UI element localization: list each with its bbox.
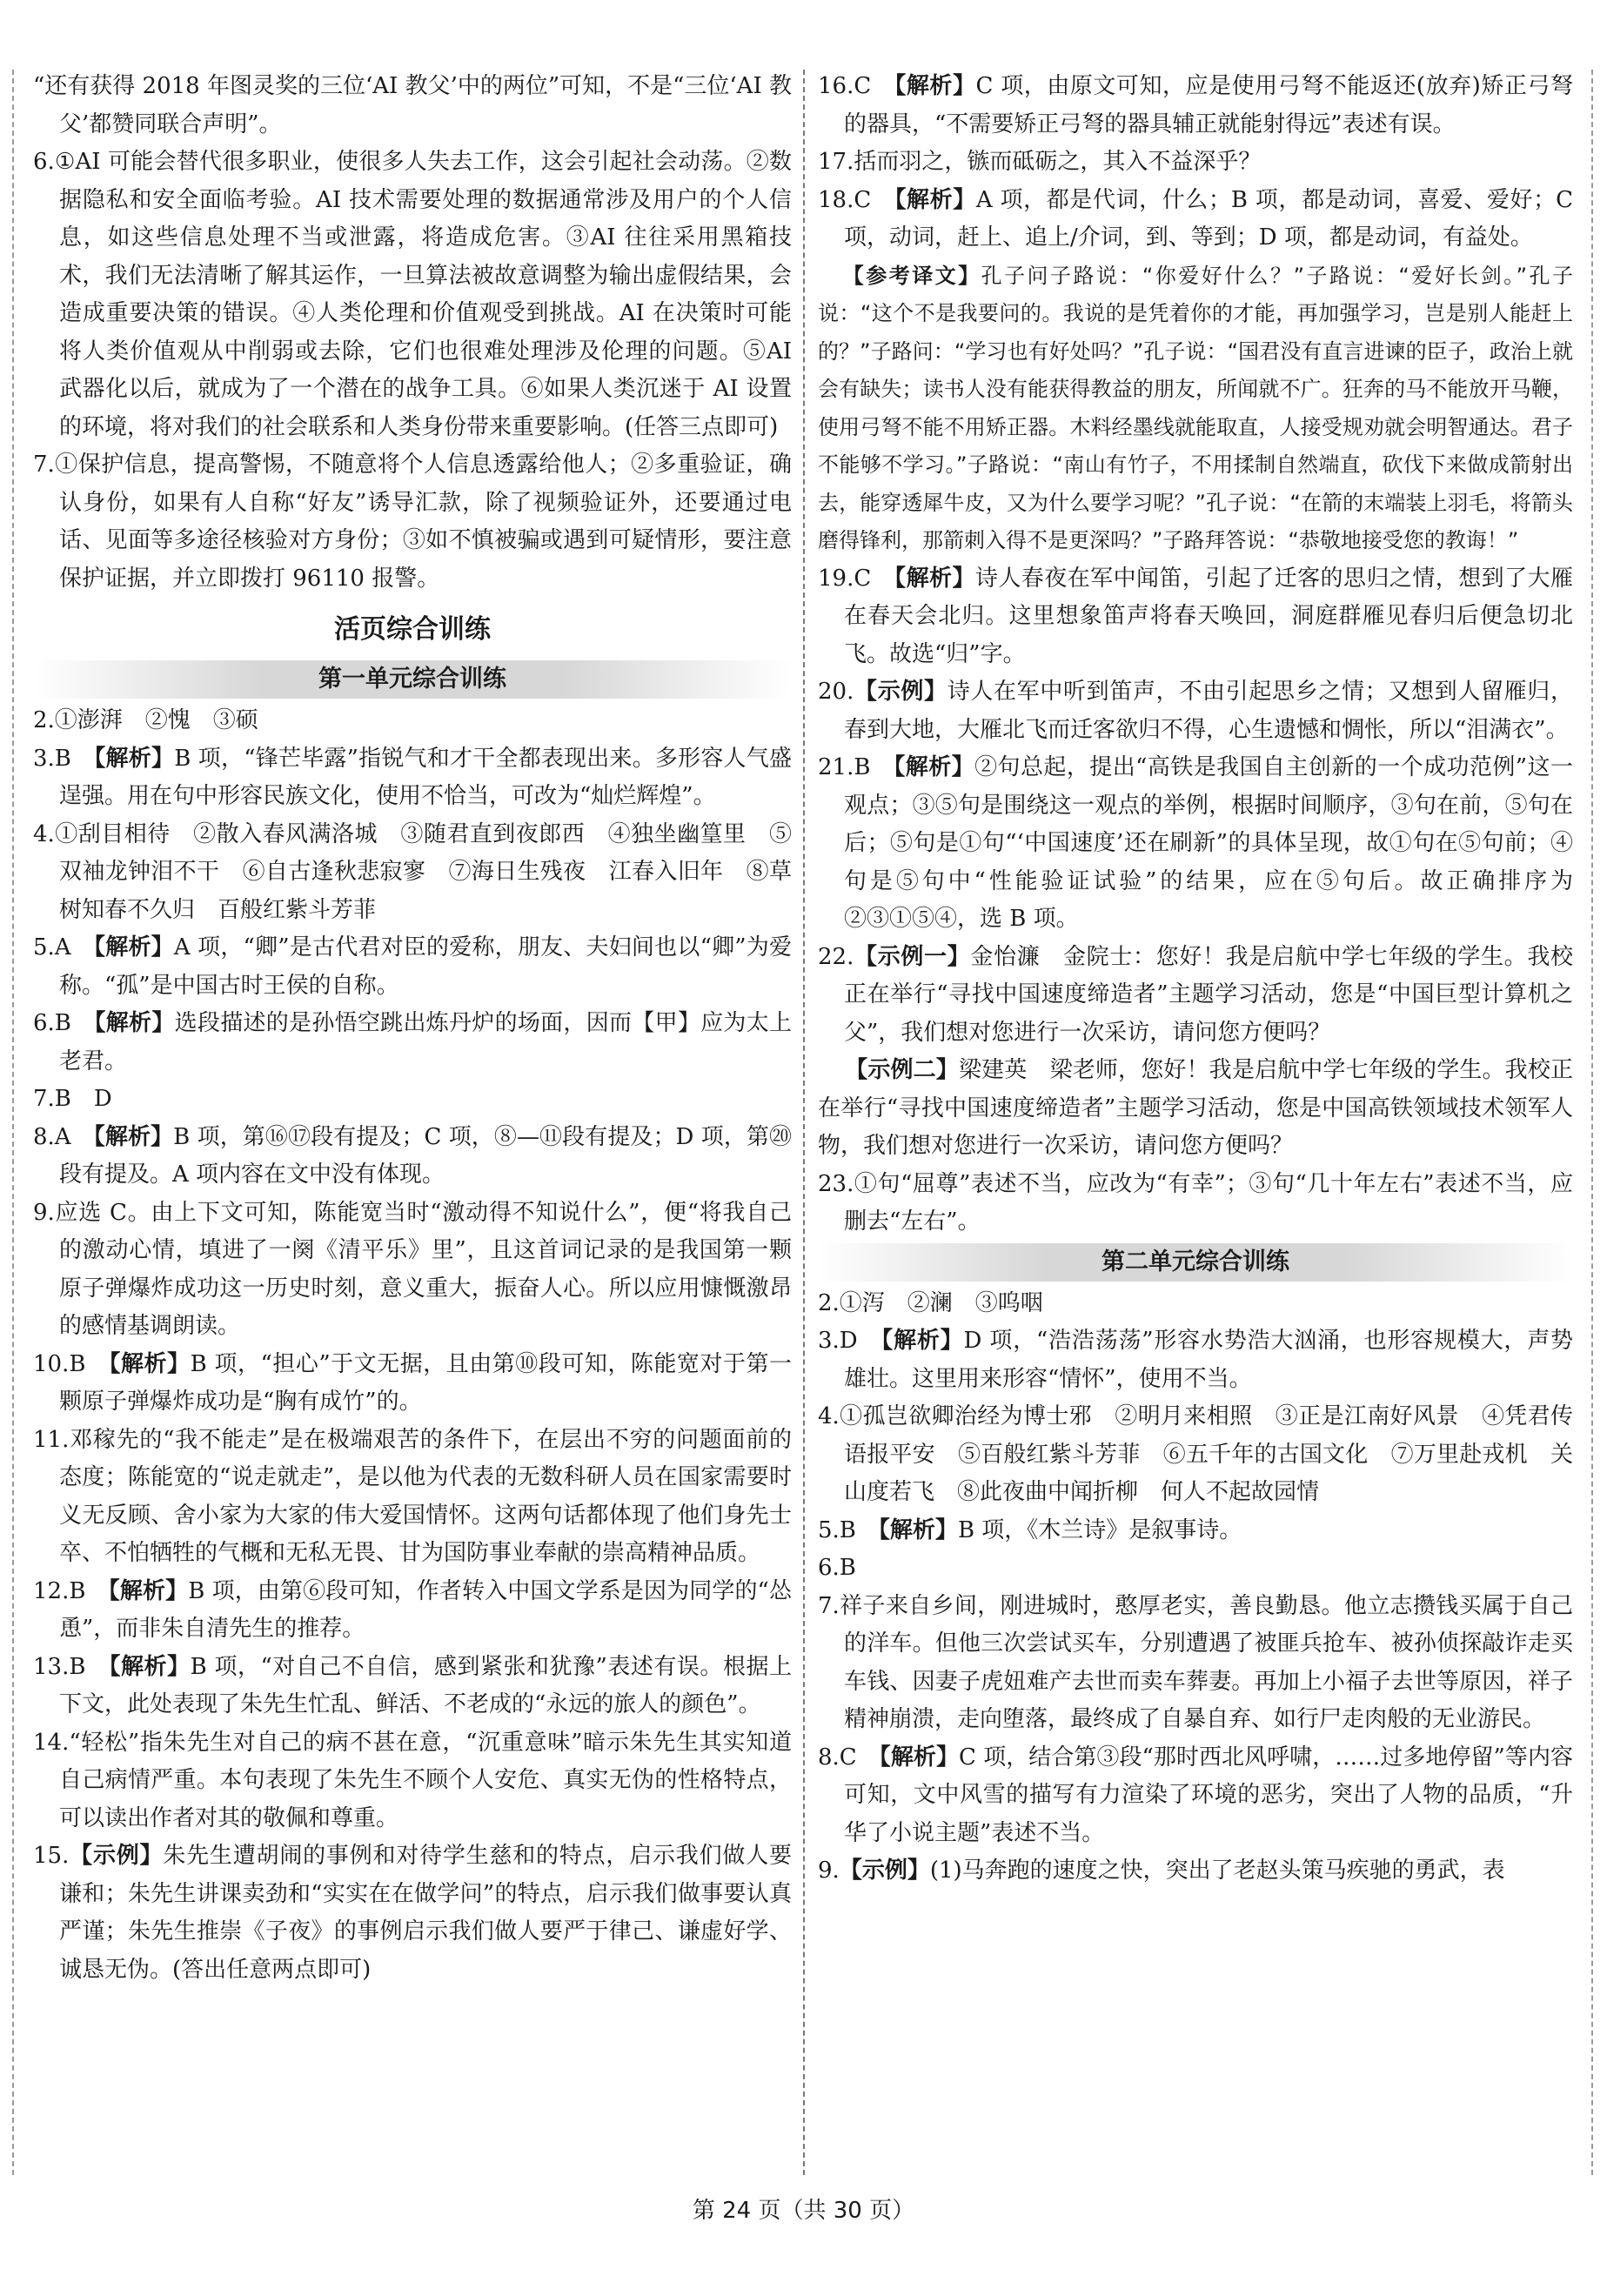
item-tag: 【示例】 [854,679,947,705]
item-text: A 项，都是代词，什么；B 项，都是动词，喜爱、爱好；C 项，动词，赶上、追上/介词，到、等到；D 项，都是动词，有益处。 [844,186,1573,251]
item-text: 11.邓稼先的“我不能走”是在极端艰苦的条件下，在层出不穷的问题面前的态度；陈能宽的“说走就走”，是以他为代表的无数科研人员在国家需要时义无反顾、舍小家为大家的伟大爱国情怀。这两句话都体现了他们身先士卒、不怕牺牲的气概和无私无畏、甘为国防事业奉献的崇高精神品质。 [33,1426,792,1566]
section-title: 活页综合训练 [334,614,491,645]
item-text: 6.B [818,1555,856,1581]
item-text: 14.“轻松”指朱先生对自己的病不甚在意，“沉重意味”暗示朱先生其实知道自己病情严重。本句表现了朱先生不顾个人安危、真实无伪的性格特点，可以读出作者对其的敬佩和尊重。 [33,1729,792,1831]
item-number: 22. [818,943,854,970]
item-tag: 【示例二】 [845,1057,959,1083]
answer-item [33,1195,792,1346]
answer-item [818,1166,1573,1242]
item-tag: 【解析】 [94,934,174,961]
item-number: 10.B [33,1350,110,1377]
item-text: D 项，“浩浩荡荡”形容水势浩大汹涌，也形容规模大，声势雄壮。这里用来形容“情怀”，使用不当。 [844,1328,1573,1392]
answer-item [33,1119,792,1195]
item-tag: 【解析】 [93,1123,174,1150]
item-text: 4.①刮目相待 ②散入春风满洛城 ③随君直到夜郎西 ④独坐幽篁里 ⑤双袖龙钟泪不干 ⑥自古逢秋悲寂寥 ⑦海日生残夜 江春入旧年 ⑧草树知春不久归 百般红紫斗芳菲 [33,820,792,923]
answer-item [818,182,1573,258]
item-tag: 【示例一】 [854,943,971,970]
unit-title: 第二单元综合训练 [818,1243,1573,1282]
item-tag: 【示例】 [839,1858,930,1884]
item-text: 梁建英 梁老师，您好！我是启航中学七年级的学生。我校正在举行“寻找中国速度缔造者”主题学习活动，您是中国高铁领域技术领军人物，我们想对您进行一次采访，请问您方便吗？ [818,1057,1573,1159]
answer-item [818,1739,1573,1853]
item-number: 3.B [33,745,95,772]
right-margin-dashes [1591,70,1593,2175]
item-tag: 【解析】 [109,1653,191,1680]
answer-item [33,1837,792,1989]
column-divider [803,70,805,2175]
item-text: 选段描述的是孙悟空跳出炼丹炉的场面，因而【甲】应为太上老君。 [59,1010,792,1074]
left-margin-dashes [12,70,14,2175]
answer-item [33,1649,792,1724]
item-tag: 【示例】 [69,1843,164,1869]
answer-item [33,446,792,598]
answer-item [818,1852,1573,1891]
answer-item [818,68,1573,144]
item-number: 8.C [818,1744,880,1771]
answer-item [33,702,792,740]
answer-item [818,673,1573,749]
item-text: 2.①澎湃 ②愧 ③硕 [33,707,258,733]
item-tag: 【解析】 [109,1350,191,1377]
item-number: 8.A [33,1123,94,1150]
item-text: B 项，“锋芒毕露”指锐气和才干全都表现出来。多形容人气盛逞强。用在句中形容民族文化，使用不恰当，可改为“灿烂辉煌”。 [59,745,792,809]
answer-item [818,144,1573,182]
item-tag: 【解析】 [878,1516,958,1543]
item-number: 15. [33,1843,70,1869]
item-text: B 项，“担心”于文无据，且由第⑩段可知，陈能宽对于第一颗原子弹爆炸成功是“胸有成竹”的。 [59,1350,792,1415]
item-text: ②句总起，提出“高铁是我国自主创新的一个成功范例”这一观点；③⑤句是围绕这一观点的举例，根据时间顺序，③句在前，⑤句在后；⑤句是①句“‘中国速度’还在刷新”的具体呈现，故①句在⑤句前；④句是⑤句中“性能验证试验”的结果，应在⑤句后。故正确排序为②③①⑤④，选 B 项。 [844,754,1573,932]
answer-item [818,1052,1573,1166]
page-number: 第 24 页（共 30 页） [692,2198,915,2224]
item-text: B 项，第⑯⑰段有提及；C 项，⑧—⑪段有提及；D 项，第⑳段有提及。A 项内容在文中没有体现。 [59,1123,792,1188]
item-text: (1)马奔跑的速度之快，突出了老赵头策马疾驰的勇武，表 [929,1858,1505,1884]
answer-item [33,1346,792,1422]
item-text: B 项，“对自己不自信，感到紧张和犹豫”表述有误。根据上下文，此处表现了朱先生忙乱、鲜活、不老成的“永远的旅人的颜色”。 [59,1653,792,1717]
item-number: 19.C [818,565,895,592]
item-tag: 【解析】 [108,1577,189,1604]
item-text: 6.①AI 可能会替代很多职业，使很多人失去工作，这会引起社会动荡。②数据隐私和安全面临考验。AI 技术需要处理的数据通常涉及用户的个人信息，如这些信息处理不当或泄露，将造成危害。③AI 往往采用黑箱技术，我们无法清晰了解其运作，一旦算法被故意调整为输出虚假结果，会造成重要决策的错误。④人类伦理和价值观受到挑战。AI 在决策时可能将人类价值观从中削弱或去除，它们也很难处理涉及伦理的问题。⑤AI 武器化以后，就成为了一个潜在的战争工具。⑥如果人类沉迷于 AI 设置的环境，将对我们的社会联系和人类身份带来重要影响。(任答三点即可) [33,149,792,440]
item-text: 9.应选 C。由上下文可知，陈能宽当时“激动得不知说什么”，便“将我自己的激动心情，填进了一阕《清平乐》里”，且这首词记录的是我国第一颗原子弹爆炸成功这一历史时刻，意义重大，振奋人心。所以应用慷慨激昂的感情基调朗读。 [33,1199,792,1339]
answer-item [33,1724,792,1838]
item-text: C 项，由原文可知，应是使用弓弩不能返还(放弃)矫正弓弩的器具，“不需要矫正弓弩的器具辅正就能射得远”表述有误。 [844,73,1573,137]
unit-title: 第一单元综合训练 [33,660,792,699]
item-tag: 【解析】 [894,73,976,99]
item-tag: 【解析】 [894,186,976,213]
answer-item [33,1422,792,1573]
item-number: 21.B [818,754,894,780]
answer-item [818,939,1573,1053]
item-text: 金怡濂 金院士：您好！我是启航中学七年级的学生。我校正在举行“寻找中国速度缔造者”主题学习活动，您是“中国巨型计算机之父”，我们想对您进行一次采访，请问您方便吗？ [844,943,1573,1046]
item-text: A 项，“卿”是古代君对臣的爱称，朋友、夫妇间也以“卿”为爱称。“孤”是中国古时王侯的自称。 [59,934,792,999]
answer-item [818,1285,1573,1323]
item-tag: 【解析】 [894,754,975,780]
item-text: 23.①句“屈尊”表述不当，应改为“有幸”；③句“几十年左右”表述不当，应删去“左右”。 [818,1170,1573,1235]
right-column [818,68,1573,1891]
answer-item [33,1005,792,1081]
answer-item [818,560,1573,674]
item-text: 2.①泻 ②澜 ③呜咽 [818,1289,1043,1316]
item-text: 诗人春夜在军中闻笛，引起了迁客的思归之情，想到了大雁在春天会北归。这里想象笛声将春天唤回，洞庭群雁见春归后便急切北飞。故选“归”字。 [844,565,1573,667]
item-text: 朱先生遭胡闹的事例和对待学生慈和的特点，启示我们做人要谦和；朱先生讲课卖劲和“实实在在做学问”的特点，启示我们做事要认真严谨；朱先生推崇《子夜》的事例启示我们做人要严于律己、谦虚好学、诚恳无伪。(答出任意两点即可) [59,1843,792,1983]
item-text: 17.括而羽之，镞而砥砺之，其入不益深乎？ [818,149,1262,175]
item-text: 孔子问子路说：“你爱好什么？”子路说：“爱好长剑。”孔子说：“这个不是我要问的。我说的是凭着你的才能，再加强学习，岂是别人能赶上的？”子路问：“学习也有好处吗？”孔子说：“国君没有直言进谏的臣子，政治上就会有缺失；读书人没有能获得教益的朋友，所闻就不广。狂奔的马不能放开马鞭，使用弓弩不能不用矫正器。木料经墨线就能取直，人接受规劝就会明智通达。君子不能够不学习。”子路说：“南山有竹子，不用揉制自然端直，砍伐下来做成箭射出去，能穿透犀牛皮，又为什么要学习呢？”孔子说：“在箭的末端装上羽毛，将箭头磨得锋利，那箭刺入得不是更深吗？”子路拜答说：“恭敬地接受您的教诲！” [818,263,1573,552]
translation-block [818,258,1573,560]
item-number: 6.B [33,1010,95,1036]
item-number: 3.D [818,1328,882,1354]
answer-item [33,144,792,446]
item-number: 5.B [818,1516,879,1543]
item-text: C 项，结合第③段“那时西北风呼啸，……过多地停留”等内容可知，文中风雪的描写有力渲染了环境的恶劣，突出了人物的品质，“升华了小说主题”表述不当。 [844,1744,1573,1846]
item-number: 20. [818,679,854,705]
answer-item [33,68,792,144]
answer-item [33,816,792,930]
item-text: B 项，《木兰诗》是叙事诗。 [957,1516,1242,1543]
answer-item [818,1550,1573,1588]
item-number: 16.C [818,73,895,99]
answer-item [33,1081,792,1119]
item-text: 4.①孤岂欲卿治经为博士邪 ②明月来相照 ③正是江南好风景 ④凭君传语报平安 ⑤百般红紫斗芳菲 ⑥五千年的古国文化 ⑦万里赴戎机 关山度若飞 ⑧此夜曲中闻折柳 何人不起故园情 [818,1403,1573,1505]
item-tag: 【解析】 [881,1328,964,1354]
answer-item [818,1322,1573,1398]
item-text: 诗人在军中听到笛声，不由引起思乡之情；又想到人留雁归，春到大地，大雁北飞而迁客欲归不得，心生遗憾和惆怅，所以“泪满衣”。 [844,679,1573,743]
item-text: 7.祥子来自乡间，刚进城时，憨厚老实，善良勤恳。他立志攒钱买属于自己的洋车。但他三次尝试买车，分别遭遇了被匪兵抢车、被孙侦探敲诈走买车钱、因妻子虎妞难产去世而卖车葬妻。再加上小福子去世等原因，祥子精神崩溃，走向堕落，最终成了自暴自弃、如行尸走肉般的无业游民。 [818,1592,1573,1732]
item-tag: 【参考译文】 [842,263,981,288]
answer-item [818,1398,1573,1512]
item-number: 13.B [33,1653,110,1680]
item-number: 5.A [33,934,95,961]
left-column [33,68,792,1989]
item-number: 18.C [818,186,895,213]
item-tag: 【解析】 [94,745,175,772]
item-tag: 【解析】 [894,565,975,592]
item-text: 7.B D [33,1086,112,1112]
item-tag: 【解析】 [879,1744,959,1771]
answer-item [33,1573,792,1649]
answer-item [818,1512,1573,1550]
item-number: 12.B [33,1577,109,1604]
item-text: “还有获得 2018 年图灵奖的三位‘AI 教父’中的两位”可知，不是“三位‘AI 教父’都赞同联合声明”。 [33,73,792,137]
item-text: 7.①保护信息，提高警惕，不随意将个人信息透露给他人；②多重验证，确认身份，如果有人自称“好友”诱导汇款，除了视频验证外，还要通过电话、见面等多途径核验对方身份；③如不慎被骗或遇到可疑情形，要注意保护证据，并立即拨打 96110 报警。 [33,452,792,592]
answer-item [818,1588,1573,1739]
answer-item [33,929,792,1005]
item-number: 9. [818,1858,840,1884]
item-tag: 【解析】 [94,1010,175,1036]
answer-item [818,749,1573,939]
item-text: B 项，由第⑥段可知，作者转入中国文学系是因为同学的“怂恿”，而非朱自清先生的推荐。 [59,1577,792,1642]
answer-item [33,740,792,816]
